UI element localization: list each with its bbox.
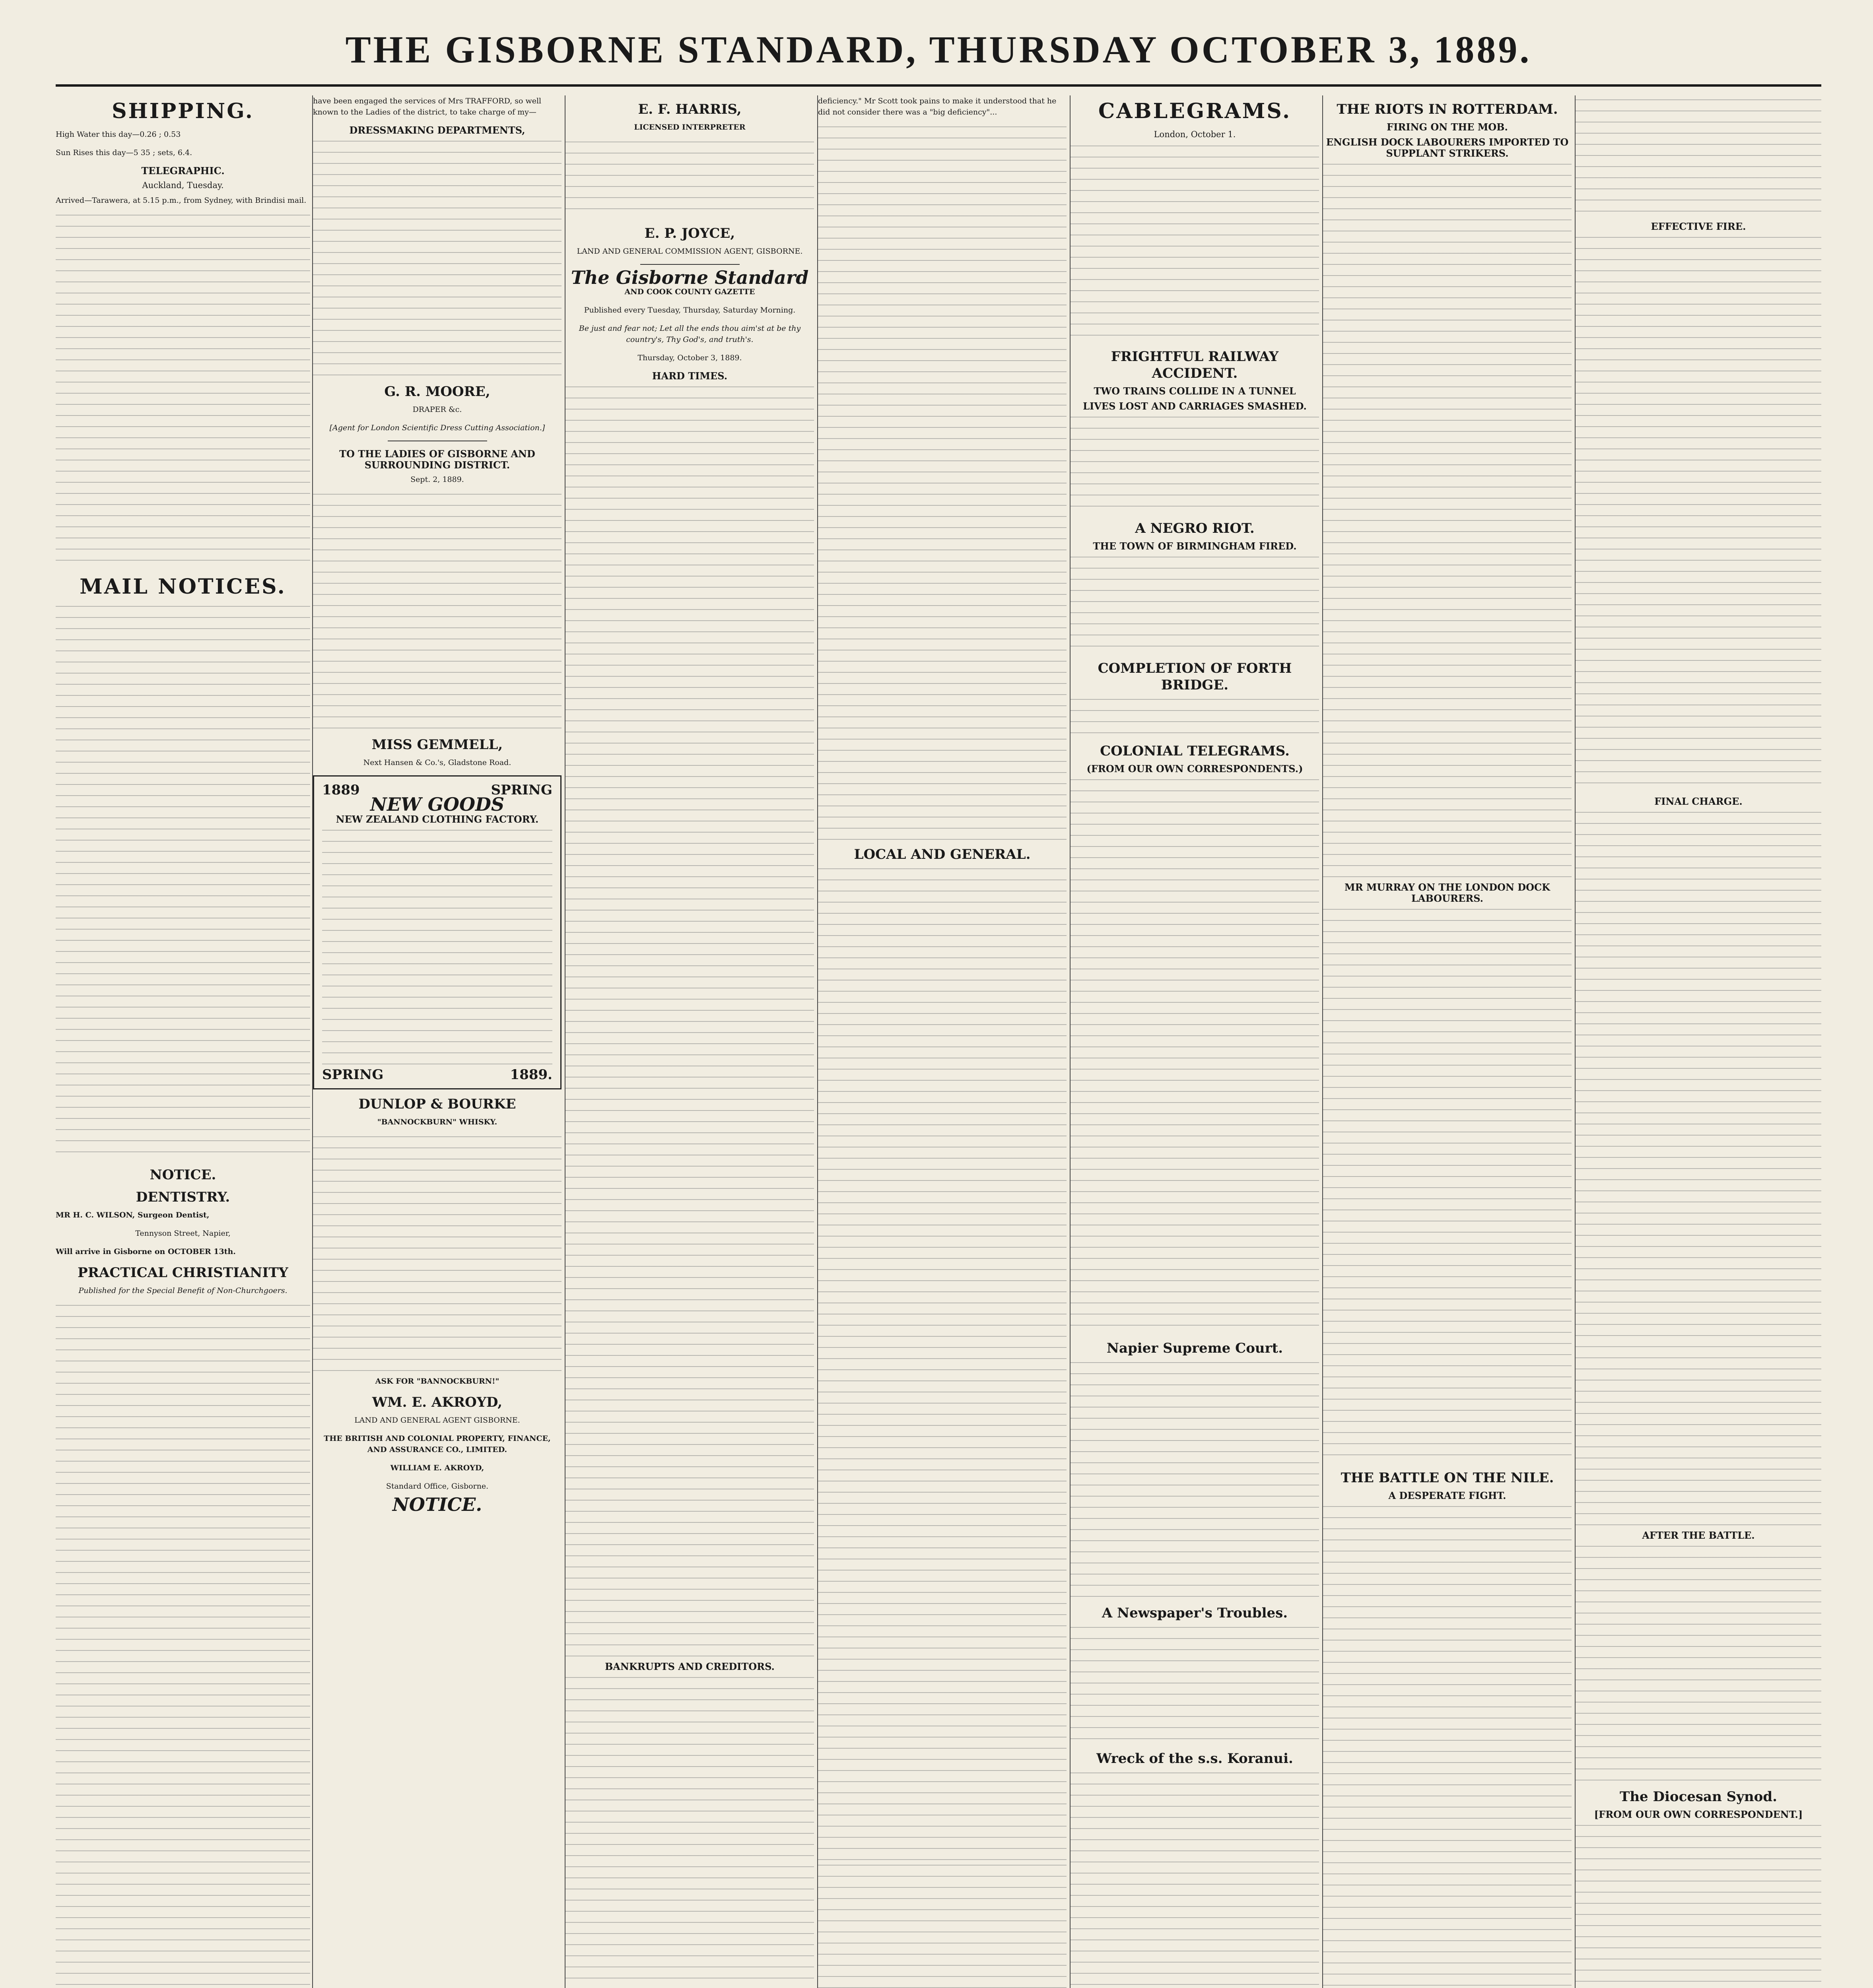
lives-lost: LIVES LOST AND CARRIAGES SMASHED. [1083, 400, 1307, 412]
dentist-street: Tennyson Street, Napier, [135, 1229, 231, 1238]
notice-heading: NOTICE. [150, 1167, 216, 1183]
masthead-rule [56, 84, 1821, 87]
battle-text [1323, 1505, 1572, 1988]
column-7 [1576, 95, 1821, 1988]
dateline: London, October 1. [1154, 130, 1236, 139]
notice-heading: NOTICE. [392, 1494, 482, 1515]
spring-year-bottom: 1889. [510, 1067, 552, 1083]
dentistry-heading: DENTISTRY. [136, 1189, 230, 1205]
dressmaking-text [313, 139, 562, 378]
troubles-text [1071, 1625, 1319, 1745]
high-water: High Water this day—0.26 ; 0.53 [56, 130, 181, 139]
dress-cutting-note: [Agent for London Scientific Dress Cutting Association.] [329, 423, 545, 432]
cablegrams-text [1071, 144, 1319, 343]
after-battle: AFTER THE BATTLE. [1642, 1530, 1755, 1541]
colonial-text [1071, 778, 1319, 1334]
practical-sub: Published for the Special Benefit of Non-Churchgoers. [78, 1286, 288, 1295]
british-colonial: THE BRITISH AND COLONIAL PROPERTY, FINANCE, AND ASSURANCE CO., LIMITED. [324, 1434, 551, 1454]
spring-advert [313, 775, 562, 1089]
column-5 [1071, 95, 1319, 1988]
clothing-factory: NEW ZEALAND CLOTHING FACTORY. [336, 813, 539, 825]
paper-sub: AND COOK COUNTY GAZETTE [624, 287, 755, 296]
napier-court: Napier Supreme Court. [1106, 1340, 1283, 1356]
english-dock: ENGLISH DOCK LABOURERS IMPORTED TO SUPPLANT STRIKERS. [1326, 136, 1569, 159]
paper-pub: Published every Tuesday, Thursday, Saturday Morning. [584, 306, 796, 315]
column-3 [565, 95, 814, 1988]
birmingham: THE TOWN OF BIRMINGHAM FIRED. [1093, 540, 1297, 552]
dunlop-heading: DUNLOP & BOURKE [358, 1096, 516, 1112]
battle-continued [1576, 98, 1821, 217]
akroyd-sub: LAND AND GENERAL AGENT GISBORNE. [354, 1416, 520, 1425]
spring-year: 1889 [322, 782, 360, 798]
akroyd-name: WM. E. AKROYD, [372, 1394, 503, 1410]
frightful-heading: FRIGHTFUL RAILWAY ACCIDENT. [1111, 349, 1279, 381]
column-1 [56, 95, 310, 1988]
drapery-intro: have been engaged the services of Mrs TRAFFORD, so well known to the Ladies of the district, to take charge of my— [313, 97, 542, 116]
dateline: Auckland, Tuesday. [142, 181, 224, 190]
akroyd-agent-sub: Standard Office, Gisborne. [386, 1482, 489, 1491]
bannockburn: "BANNOCKBURN" WHISKY. [377, 1118, 497, 1126]
final-charge: FINAL CHARGE. [1654, 796, 1743, 807]
our-own-correspondents: (FROM OUR OWN CORRESPONDENTS.) [1086, 763, 1303, 775]
after-text [1576, 1544, 1821, 1783]
gemmell-name: MISS GEMMELL, [371, 737, 503, 753]
practical-heading: PRACTICAL CHRISTIANITY [78, 1265, 288, 1281]
mail-notices-heading: MAIL NOTICES. [80, 575, 286, 599]
wreck-text [1071, 1771, 1319, 1988]
bankrupts-text [565, 1675, 814, 1988]
ask-for: ASK FOR "BANNOCKBURN!" [375, 1377, 499, 1386]
mail-notices-text [56, 604, 310, 1161]
shipping-heading: SHIPPING. [112, 99, 254, 123]
two-trains: TWO TRAINS COLLIDE IN A TUNNEL [1094, 385, 1296, 397]
paper-date: Thursday, October 3, 1889. [637, 353, 742, 362]
spring-text [322, 828, 552, 1067]
telegraphic-heading: TELEGRAPHIC. [141, 165, 225, 177]
column-6 [1323, 95, 1572, 1988]
riots-text [1323, 162, 1572, 878]
spring-label-bottom: SPRING [322, 1067, 384, 1083]
column-4 [818, 95, 1067, 1988]
local-general-text-2 [818, 1863, 1067, 1988]
desperate-fight: A DESPERATE FIGHT. [1388, 1490, 1506, 1501]
whisky-text [313, 1135, 562, 1373]
dressmaking-heading: DRESSMAKING DEPARTMENTS, [349, 124, 525, 136]
paper-motto: Be just and fear not; Let all the ends thou aim'st at be thy country's, Thy God's, and truth's. [579, 324, 801, 344]
synod-text [1576, 1823, 1821, 1988]
masthead-title: THE GISBORNE STANDARD, THURSDAY OCTOBER 3, 1889. [345, 28, 1532, 71]
local-general-heading: LOCAL AND GENERAL. [854, 846, 1031, 862]
hard-times-text [565, 385, 814, 1657]
murray-heading: MR MURRAY ON THE LONDON DOCK LABOURERS. [1345, 881, 1550, 904]
ladies-date: Sept. 2, 1889. [410, 475, 464, 484]
bridge-text [1071, 697, 1319, 737]
hard-times-heading: HARD TIMES. [652, 370, 728, 382]
shipping-arrival: Arrived—Tarawera, at 5.15 p.m., from Sydney, with Brindisi mail. [56, 196, 307, 205]
effective-fire: EFFECTIVE FIRE. [1651, 221, 1746, 232]
railway-text [1071, 415, 1319, 514]
murray-text [1323, 907, 1572, 1464]
riot-text [1071, 555, 1319, 654]
moore-name: G. R. MOORE, [384, 384, 490, 400]
ladies-heading: TO THE LADIES OF GISBORNE AND SURROUNDING DISTRICT. [339, 448, 535, 471]
dentist-visit: Will arrive in Gisborne on OCTOBER 13th. [56, 1247, 236, 1256]
bankrupts-heading: BANKRUPTS AND CREDITORS. [605, 1661, 775, 1672]
paper-title: The Gisborne Standard [571, 267, 809, 288]
battle-nile: THE BATTLE ON THE NILE. [1341, 1470, 1554, 1486]
spring-label: SPRING [491, 782, 552, 798]
sun-times: Sun Rises this day—5 35 ; sets, 6.4. [56, 148, 192, 157]
harris-name: E. F. HARRIS, [638, 101, 742, 117]
akroyd-agent: WILLIAM E. AKROYD, [390, 1464, 484, 1472]
fire-text [1576, 235, 1821, 792]
column-2 [313, 95, 562, 1988]
deficiency-text: deficiency." Mr Scott took pains to make it understood that he did not consider there was a "big deficiency"... [818, 97, 1057, 116]
ladies-text [313, 492, 562, 731]
synod-heading: The Diocesan Synod. [1620, 1789, 1777, 1805]
masthead [56, 16, 1821, 83]
practical-text [56, 1303, 310, 1988]
joyce-name: E. P. JOYCE, [644, 225, 735, 241]
divider [640, 264, 740, 265]
court-text [1071, 1361, 1319, 1599]
newspaper-troubles: A Newspaper's Troubles. [1102, 1605, 1288, 1621]
dentist-name: MR H. C. WILSON, Surgeon Dentist, [56, 1211, 210, 1219]
synod-sub: [FROM OUR OWN CORRESPONDENT.] [1594, 1809, 1803, 1820]
article-text [818, 125, 1067, 841]
charge-text [1576, 810, 1821, 1526]
firing-heading: FIRING ON THE MOB. [1387, 121, 1508, 133]
new-goods: NEW GOODS [370, 794, 505, 815]
forth-bridge: COMPLETION OF FORTH BRIDGE. [1098, 660, 1292, 693]
joyce-sub: LAND AND GENERAL COMMISSION AGENT, GISBORNE. [577, 247, 803, 256]
colonial-telegrams: COLONIAL TELEGRAMS. [1100, 743, 1290, 759]
gemmell-address: Next Hansen & Co.'s, Gladstone Road. [363, 758, 511, 767]
cablegrams-heading: CABLEGRAMS. [1098, 99, 1292, 123]
moore-role: DRAPER &c. [412, 405, 462, 414]
harris-sub: LICENSED INTERPRETER [634, 123, 746, 132]
negro-riot: A NEGRO RIOT. [1135, 520, 1255, 536]
local-general-text [818, 867, 1067, 1861]
koranui-wreck: Wreck of the s.s. Koranui. [1096, 1751, 1293, 1767]
shipping-text [56, 213, 310, 571]
riots-heading: THE RIOTS IN ROTTERDAM. [1337, 101, 1558, 117]
harris-text [565, 140, 814, 219]
